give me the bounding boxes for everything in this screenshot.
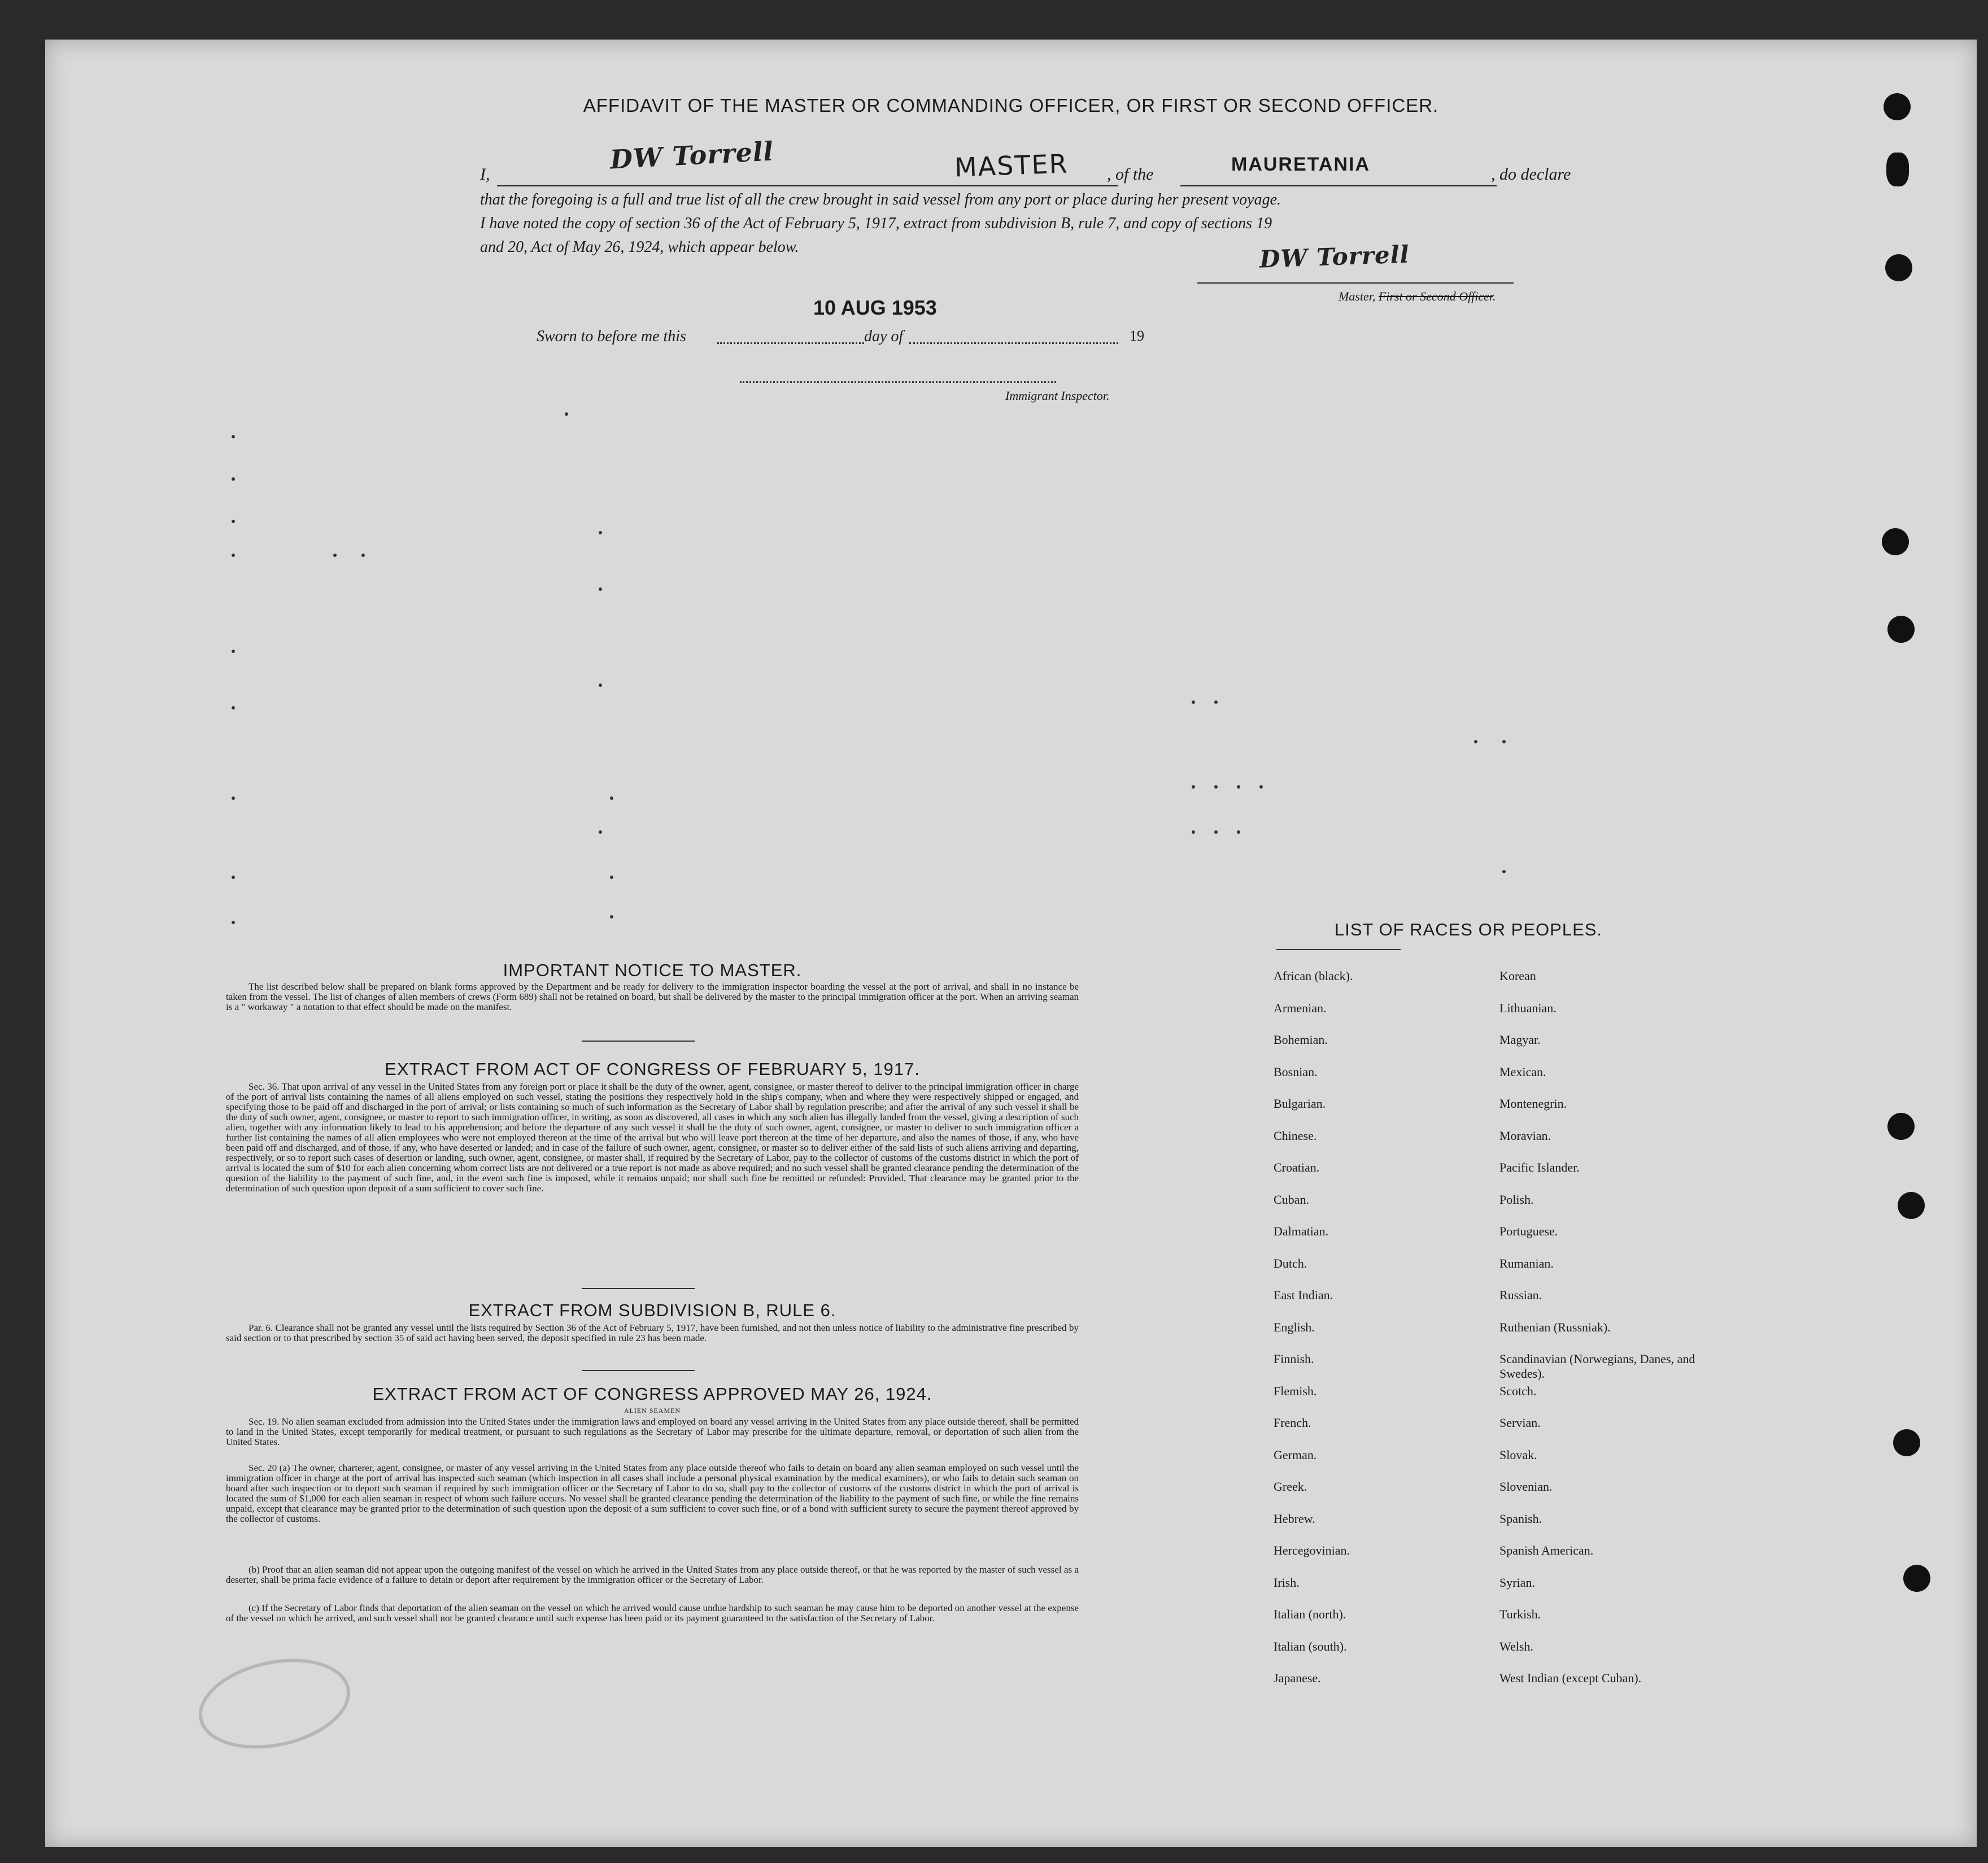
race-item: Bohemian. bbox=[1274, 1033, 1328, 1047]
race-item: Armenian. bbox=[1274, 1000, 1327, 1015]
subdivision-b-body: Par. 6. Clearance shall not be granted any vessel until the lists required by Section 36 of the Act of February 5, 1917, have been furnished, and not then unless notice of liability to the administrative fine prescribed by said section or to that prescribed by section 35 of said act having been served, the deposit specified in rule 23 has been made. bbox=[226, 1322, 1079, 1343]
sec-20c-text: (c) If the Secretary of Labor finds that deportation of the alien seaman on the vessel on which he arrived would cause undue hardship to such seaman he may cause him to be deported on another vessel at the expense of the vessel on which he arrived, and such vessel shall not be granted clearance until such expense has been paid or its payment guaranteed to the satisfaction of the Secretary of Labor. bbox=[226, 1603, 1079, 1623]
race-item: Bosnian. bbox=[1274, 1064, 1318, 1079]
form-dot bbox=[361, 554, 365, 557]
form-dot bbox=[1237, 830, 1240, 834]
form-dot bbox=[1474, 740, 1477, 743]
master-label: Master, bbox=[1339, 289, 1376, 303]
master-officer-label bbox=[1339, 289, 1496, 304]
form-dot bbox=[1192, 830, 1195, 834]
year-prefix: 19 bbox=[1130, 328, 1144, 344]
section-divider bbox=[582, 1370, 695, 1371]
race-item: Korean bbox=[1499, 969, 1536, 983]
race-item: Dalmatian. bbox=[1274, 1224, 1329, 1238]
i-label: I, bbox=[480, 165, 490, 184]
subdivision-b-title: EXTRACT FROM SUBDIVISION B, RULE 6. bbox=[468, 1300, 836, 1320]
punch-hole bbox=[1887, 616, 1915, 643]
races-right-column bbox=[1499, 969, 1816, 1731]
form-dot bbox=[232, 876, 235, 879]
punch-hole bbox=[1898, 1192, 1925, 1219]
inspector-label: Immigrant Inspector. bbox=[1005, 389, 1110, 403]
sworn-month-line bbox=[909, 342, 1118, 344]
race-item: Hebrew. bbox=[1274, 1511, 1315, 1526]
punch-hole bbox=[1887, 1113, 1915, 1140]
section-divider bbox=[582, 1288, 695, 1289]
form-dot bbox=[599, 531, 602, 534]
race-item: Bulgarian. bbox=[1274, 1096, 1326, 1111]
form-dot bbox=[610, 915, 613, 919]
sec-19-text: Sec. 19. No alien seaman excluded from admission into the United States under the immigration laws and employed on board any vessel arriving in the United States from any place outside thereof, shall be permitted to land in the United States, except temporarily for medical treatment, or pursuant to such regulations as the Secretary of Labor may prescribe for the ultimate departure, removal, or deportation of such alien from the United States. bbox=[226, 1416, 1079, 1447]
race-item: Mexican. bbox=[1499, 1064, 1546, 1079]
race-item: Greek. bbox=[1274, 1479, 1307, 1494]
form-dot bbox=[1259, 785, 1263, 789]
race-item: Moravian. bbox=[1499, 1128, 1551, 1143]
form-dot bbox=[232, 520, 235, 523]
race-item: West Indian (except Cuban). bbox=[1499, 1671, 1642, 1685]
form-dot bbox=[1192, 700, 1195, 704]
form-dot bbox=[599, 684, 602, 687]
race-item: German. bbox=[1274, 1447, 1317, 1462]
form-dot bbox=[1502, 740, 1506, 743]
race-item: Italian (south). bbox=[1274, 1639, 1347, 1653]
race-item: African (black). bbox=[1274, 969, 1353, 983]
race-item: East Indian. bbox=[1274, 1288, 1333, 1302]
extract-1924-title: EXTRACT FROM ACT OF CONGRESS APPROVED MAY 26, 1924. bbox=[372, 1384, 932, 1404]
form-dot bbox=[1502, 870, 1506, 873]
form-dot bbox=[232, 921, 235, 924]
form-dot bbox=[599, 830, 602, 834]
sec-20a-text: Sec. 20 (a) The owner, charterer, agent, consignee, or master of any vessel arriving in the United States from any place outside thereof who fails to detain on board any alien seaman employed on such vessel until the immigration officer in charge at the port of arrival has inspected such seaman (which inspection in all cases shall include a personal physical examination by the medical examiners), or who fails to detain such seaman on board after such inspection or to deport such seaman if required by such immigration officer or the Secretary of Labor to do so, shall pay to the collector of customs of the customs district in which the port of arrival is located the sum of $1,000 for each alien seaman in respect of whom such failure occurs. No vessel shall be granted clearance pending the determination of the liability to the payment of such fine, or while the fine remains unpaid, except that clearance may be granted prior to the determination of such question upon the deposit of a sum sufficient to cover such fine, or of a bond with sufficient surety to secure the payment thereof approved by the collector of customs. bbox=[226, 1462, 1079, 1524]
race-item: Scandinavian (Norwegians, Danes, and Swedes). bbox=[1499, 1352, 1695, 1381]
race-item: Slovak. bbox=[1499, 1447, 1537, 1462]
race-item: Spanish. bbox=[1499, 1511, 1542, 1526]
form-dot bbox=[232, 650, 235, 653]
master-signature-repeat: DW Torrell bbox=[1259, 240, 1410, 273]
notice-body: The list described below shall be prepared on blank forms approved by the Department and be ready for delivery to the immigration inspector boarding the vessel at the port of arrival, and shall in no instance be taken from the vessel. The list of changes of alien members of crews (Form 689) shall not be retained on board, but shall be delivered by the master to the principal immigration officer at the port. When an arriving seaman is a " workaway " a notation to that effect should be made on the manifest. bbox=[226, 981, 1079, 1012]
affidavit-line-4: and 20, Act of May 26, 1924, which appear below. bbox=[480, 238, 799, 256]
extract-1917-title: EXTRACT FROM ACT OF CONGRESS OF FEBRUARY 5, 1917. bbox=[385, 1059, 920, 1079]
vessel-line bbox=[1180, 185, 1497, 186]
form-dot bbox=[232, 796, 235, 800]
section-divider bbox=[582, 1041, 695, 1042]
race-item: Welsh. bbox=[1499, 1639, 1533, 1653]
race-item: Finnish. bbox=[1274, 1352, 1314, 1366]
form-dot bbox=[610, 796, 613, 800]
race-item: Rumanian. bbox=[1499, 1256, 1554, 1270]
race-item: Magyar. bbox=[1499, 1033, 1541, 1047]
form-dot bbox=[333, 554, 337, 557]
form-dot bbox=[610, 876, 613, 879]
punch-hole bbox=[1903, 1565, 1930, 1592]
form-dot bbox=[599, 587, 602, 591]
race-item: Polish. bbox=[1499, 1192, 1534, 1207]
race-item: Flemish. bbox=[1274, 1383, 1317, 1398]
race-item: Lithuanian. bbox=[1499, 1000, 1557, 1015]
form-dot bbox=[1192, 785, 1195, 789]
day-of-label: day of bbox=[864, 328, 904, 345]
extract-1917-body: Sec. 36. That upon arrival of any vessel in the United States from any foreign port or place it shall be the duty of the owner, agent, consignee, or master thereof to deliver to the principal immigration officer in charge of the port of arrival lists containing the names of all aliens employed on such vessel, stating the positions they respectively hold in the ship's company, when and where they were respectively shipped or engaged, and specifying those to be paid off and discharged in the port of arrival; or lists containing so much of such information as the Secretary of Labor shall by regulation prescribe; and after the arrival of any such vessel it shall be the duty of such owner, agent, consignee, or master to report to such immigration officer, in writing, as soon as discovered, all cases in which any such alien has illegally landed from the vessel, giving a description of such alien, together with any information likely to lead to his apprehension; and before the departure of any such vessel it shall be the duty of such owner, agent, consignee, or master to deliver to such immigration officer a further list containing the names of all alien employees who were not employed thereon at the time of the arrival but who will leave port thereon at the time of her departure, and also the names of those, if any, who have been paid off and discharged, and of those, if any, who have deserted or landed; and in case of the failure of such owner, agent, consignee, or master so to deliver either of the said lists of such aliens arriving and departing, respectively, or so to report such cases of desertion or landing, such owner, agent, consignee, or master shall, if required by the Secretary of Labor, pay to the collector of customs of the customs district in which the port of arrival is located the sum of $10 for each alien concerning whom correct lists are not delivered or a true report is not made as above required; and no such vessel shall be granted clearance pending the determination of the question of the liability to the payment of such fine, and, in the event such fine is imposed, while it remains unpaid; nor shall such fine be remitted or refunded: Provided, That clearance may be granted prior to the determination of such question upon deposit of a sum sufficient to cover such fine. bbox=[226, 1081, 1079, 1194]
race-item: Scotch. bbox=[1499, 1383, 1537, 1398]
rank-value: MASTER bbox=[954, 148, 1069, 183]
struck-officer-label: First or Second Officer bbox=[1378, 289, 1493, 303]
race-item: Syrian. bbox=[1499, 1575, 1535, 1590]
race-item: Ruthenian (Russniak). bbox=[1499, 1320, 1611, 1334]
document-sheet bbox=[45, 40, 1977, 1847]
race-item: Montenegrin. bbox=[1499, 1096, 1567, 1111]
race-item: Dutch. bbox=[1274, 1256, 1307, 1270]
of-the-label: , of the bbox=[1107, 165, 1154, 184]
race-item: Chinese. bbox=[1274, 1128, 1317, 1143]
race-item: Portuguese. bbox=[1499, 1224, 1558, 1238]
sworn-day-line bbox=[717, 342, 864, 344]
race-item: Pacific Islander. bbox=[1499, 1160, 1580, 1174]
form-dot bbox=[1214, 700, 1218, 704]
sworn-label: Sworn to before me this bbox=[537, 328, 686, 345]
race-item: Italian (north). bbox=[1274, 1607, 1346, 1621]
races-left-column bbox=[1274, 969, 1499, 1731]
race-item: Irish. bbox=[1274, 1575, 1300, 1590]
race-item: Japanese. bbox=[1274, 1671, 1321, 1685]
punch-hole bbox=[1885, 254, 1912, 281]
race-item: Turkish. bbox=[1499, 1607, 1541, 1621]
do-declare-label: , do declare bbox=[1491, 165, 1571, 184]
race-item: Spanish American. bbox=[1499, 1543, 1594, 1557]
signature-line bbox=[1197, 282, 1514, 284]
form-dot bbox=[232, 435, 235, 438]
race-item: Hercegovinian. bbox=[1274, 1543, 1350, 1557]
races-title: LIST OF RACES OR PEOPLES. bbox=[1334, 920, 1603, 939]
notice-title: IMPORTANT NOTICE TO MASTER. bbox=[503, 960, 802, 980]
race-item: Croatian. bbox=[1274, 1160, 1320, 1174]
form-dot bbox=[232, 554, 235, 557]
race-item: French. bbox=[1274, 1416, 1311, 1430]
form-dot bbox=[565, 412, 568, 416]
master-signature: DW Torrell bbox=[609, 136, 775, 175]
form-dot bbox=[232, 706, 235, 709]
name-rank-line bbox=[497, 185, 1118, 186]
affidavit-line-3: I have noted the copy of section 36 of the Act of February 5, 1917, extract from subdivision B, rule 7, and copy of sections 19 bbox=[480, 215, 1272, 232]
master-label-end: . bbox=[1493, 289, 1496, 303]
form-dot bbox=[232, 477, 235, 481]
punch-hole bbox=[1882, 528, 1909, 555]
date-stamp: 10 AUG 1953 bbox=[813, 296, 937, 319]
race-item: Slovenian. bbox=[1499, 1479, 1553, 1494]
faded-stamp bbox=[190, 1646, 359, 1761]
punch-hole bbox=[1886, 153, 1909, 186]
inspector-line bbox=[740, 381, 1056, 383]
race-item: Cuban. bbox=[1274, 1192, 1309, 1207]
races-divider bbox=[1276, 949, 1401, 950]
form-dot bbox=[1214, 830, 1218, 834]
race-item: Russian. bbox=[1499, 1288, 1542, 1302]
punch-hole bbox=[1893, 1429, 1920, 1456]
vessel-name: MAURETANIA bbox=[1231, 154, 1371, 175]
extract-1924-subtitle: ALIEN SEAMEN bbox=[624, 1407, 681, 1414]
affidavit-title: AFFIDAVIT OF THE MASTER OR COMMANDING OFFICER, OR FIRST OR SECOND OFFICER. bbox=[583, 95, 1439, 116]
affidavit-line-2: that the foregoing is a full and true list of all the crew brought in said vessel from any port or place during her present voyage. bbox=[480, 191, 1281, 208]
form-dot bbox=[1237, 785, 1240, 789]
race-item: English. bbox=[1274, 1320, 1315, 1334]
form-dot bbox=[1214, 785, 1218, 789]
sec-20b-text: (b) Proof that an alien seaman did not appear upon the outgoing manifest of the vessel on which he arrived in the United States from any place outside thereof, or that he was reported by the master of such vessel as a deserter, shall be prima facie evidence of a failure to detain or deport after requirement by the immigration officer or the Secretary of Labor. bbox=[226, 1564, 1079, 1585]
race-item: Servian. bbox=[1499, 1416, 1541, 1430]
